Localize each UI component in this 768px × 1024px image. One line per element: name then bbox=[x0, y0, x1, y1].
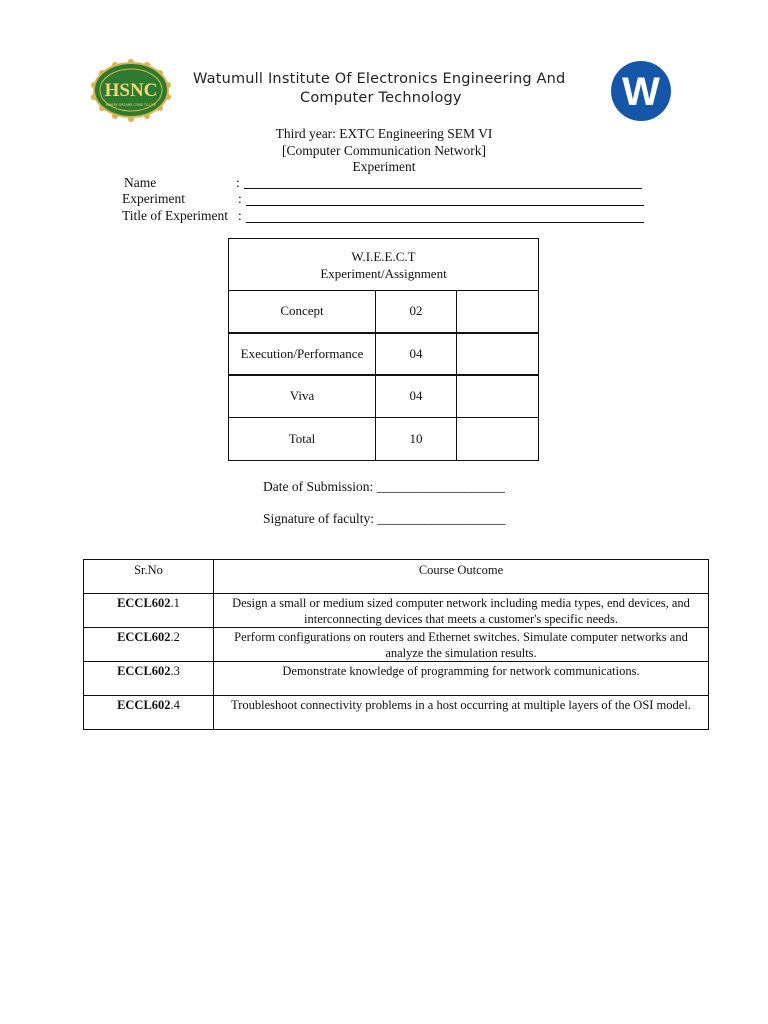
experiment-field[interactable] bbox=[246, 205, 644, 206]
marks-table-header bbox=[229, 239, 539, 291]
signature-of-faculty[interactable]: Signature of faculty: ___________________ bbox=[263, 511, 506, 526]
marks-table-header-row bbox=[229, 239, 539, 291]
course-code: ECCL602 bbox=[117, 664, 171, 678]
marks-table bbox=[228, 238, 539, 461]
course-outcome-code bbox=[84, 594, 214, 628]
course-code: ECCL602 bbox=[117, 698, 171, 712]
title-of-experiment-field[interactable] bbox=[246, 222, 644, 223]
date-of-submission[interactable]: Date of Submission: ___________________ bbox=[263, 479, 505, 494]
marks-row bbox=[229, 333, 539, 375]
subtitle-year: Third year: EXTC Engineering SEM VI bbox=[275, 126, 493, 141]
marks-table-org: W.I.E.E.C.T bbox=[351, 248, 416, 264]
course-code: ECCL602 bbox=[117, 630, 171, 644]
marks-row-obtained[interactable] bbox=[457, 333, 539, 375]
course-outcome-code bbox=[84, 628, 214, 662]
marks-row-total bbox=[229, 418, 539, 461]
marks-row-obtained[interactable] bbox=[457, 418, 539, 461]
hsnc-logo-tagline: WHERE DREAMS COME TO LIFE bbox=[106, 103, 156, 107]
institute-name-line1: Watumull Institute Of Electronics Engineering And bbox=[193, 71, 566, 87]
course-code-suffix: .4 bbox=[170, 698, 180, 712]
hsnc-logo bbox=[89, 57, 173, 123]
course-outcome-text: Demonstrate knowledge of programming for network communications. bbox=[214, 662, 709, 696]
w-logo-letter: W bbox=[622, 70, 660, 114]
marks-row-obtained[interactable] bbox=[457, 291, 539, 333]
marks-row-label: Execution/Performance bbox=[229, 333, 376, 375]
marks-row bbox=[229, 291, 539, 333]
marks-row-max: 04 bbox=[376, 333, 457, 375]
course-outcome-row bbox=[84, 628, 709, 662]
name-colon: : bbox=[236, 175, 240, 190]
course-outcome-table bbox=[83, 559, 709, 730]
marks-table-title: Experiment/Assignment bbox=[320, 265, 447, 281]
marks-row-obtained[interactable] bbox=[457, 375, 539, 418]
subtitle-experiment: Experiment bbox=[352, 159, 416, 174]
name-field[interactable] bbox=[244, 188, 642, 189]
course-outcome-code bbox=[84, 662, 214, 696]
course-outcome-text: Design a small or medium sized computer network including media types, end devices, and interconnecting devices that meets a customer's specific needs. bbox=[214, 594, 709, 628]
course-outcome-row bbox=[84, 594, 709, 628]
hsnc-logo-text: HSNC bbox=[104, 80, 158, 101]
marks-row-max: 10 bbox=[376, 418, 457, 461]
experiment-label: Experiment bbox=[122, 191, 185, 206]
course-code-suffix: .1 bbox=[170, 596, 180, 610]
course-outcome-row bbox=[84, 662, 709, 696]
course-outcome-text: Perform configurations on routers and Ethernet switches. Simulate computer networks and analyze the simulation results. bbox=[214, 628, 709, 662]
title-of-experiment-colon: : bbox=[238, 208, 242, 223]
marks-row-label: Total bbox=[229, 418, 376, 461]
col-outcome-header: Course Outcome bbox=[214, 560, 709, 594]
subtitle-subject: [Computer Communication Network] bbox=[282, 143, 486, 158]
institute-name-line2: Computer Technology bbox=[300, 90, 462, 106]
marks-row-max: 02 bbox=[376, 291, 457, 333]
course-outcome-header-row bbox=[84, 560, 709, 594]
title-of-experiment-label: Title of Experiment bbox=[122, 208, 228, 223]
wieect-logo bbox=[610, 60, 672, 122]
course-outcome-code bbox=[84, 696, 214, 730]
marks-row-label: Viva bbox=[229, 375, 376, 418]
course-code-suffix: .2 bbox=[170, 630, 180, 644]
course-outcome-row bbox=[84, 696, 709, 730]
course-code: ECCL602 bbox=[117, 596, 171, 610]
col-srno-header: Sr.No bbox=[84, 560, 214, 594]
marks-row-max: 04 bbox=[376, 375, 457, 418]
experiment-colon: : bbox=[238, 191, 242, 206]
course-outcome-text: Troubleshoot connectivity problems in a host occurring at multiple layers of the OSI model. bbox=[214, 696, 709, 730]
name-label: Name bbox=[124, 175, 157, 190]
marks-row bbox=[229, 375, 539, 418]
course-code-suffix: .3 bbox=[170, 664, 180, 678]
marks-row-label: Concept bbox=[229, 291, 376, 333]
